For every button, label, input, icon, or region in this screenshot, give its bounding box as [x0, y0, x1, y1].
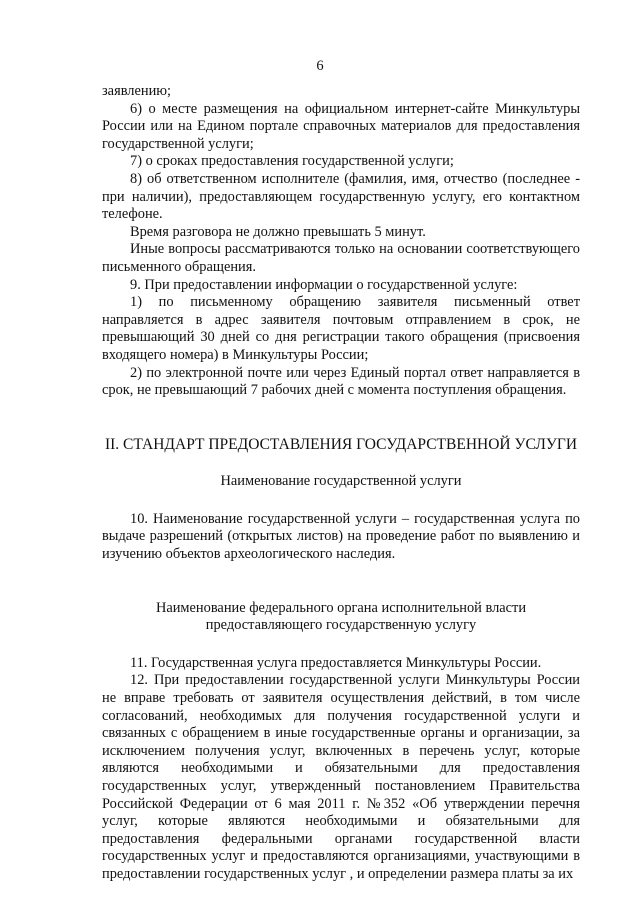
section-heading: II. СТАНДАРТ ПРЕДОСТАВЛЕНИЯ ГОСУДАРСТВЕННОЙ УСЛУГИ	[104, 435, 578, 453]
page-number: 6	[316, 58, 324, 74]
subheading-service-name: Наименование государственной услуги	[220, 473, 462, 490]
paragraph-call-duration: Время разговора не должно превышать 5 минут.	[130, 223, 426, 240]
paragraph-clause-11: 11. Государственная услуга предоставляется Минкультуры России.	[130, 654, 542, 671]
paragraph-item-8: 8) об ответственном исполнителе (фамилия, имя, отчество (последнее - при наличии), предоставляющем государственную услугу, его контактном телефоне.	[102, 170, 580, 223]
paragraph-clause-9-item-2: 2) по электронной почте или через Единый портал ответ направляется в срок, не превышающий 7 рабочих дней с момента поступления обращения.	[102, 364, 580, 399]
document-body	[102, 83, 580, 884]
paragraph-clause-10: 10. Наименование государственной услуги – государственная услуга по выдаче разрешений (открытых листов) на проведение работ по выявлению и изучению объектов археологического наследия.	[102, 510, 580, 563]
paragraph-continuation: заявлению;	[102, 83, 172, 99]
paragraph-item-6: 6) о месте размещения на официальном интернет-сайте Минкультуры России или на Едином портале справочных материалов для предоставления государственной услуги;	[102, 100, 580, 152]
paragraph-clause-12: 12. При предоставлении государственной услуги Минкультуры России не вправе требовать от заявителя осуществления действий, в том числе согласований, необходимых для получения государственной услуги и связанных с обращением в иные государственные органы и организации, за исключением получения услуг, включенных в перечень услуг, которые являются необходимыми и обязательными для предоставления государственных услуг, утвержденный постановлением Правительства Российской Федерации от 6 мая 2011 г. №352 «Об утверждении перечня услуг, которые являются необходимыми и обязательными для предоставления федеральными органами государственной власти государственных услуг и предоставляются организациями, участвующими в предоставлении государственных услуг , и определении размера платы за их	[102, 672, 580, 882]
subheading-authority-line2: предоставляющего государственную услугу	[205, 617, 477, 634]
paragraph-other-questions: Иные вопросы рассматриваются только на основании соответствующего письменного обращения.	[102, 241, 580, 275]
subheading-authority-line1: Наименование федерального органа исполнительной власти	[155, 599, 527, 616]
paragraph-item-7: 7) о сроках предоставления государственной услуги;	[130, 153, 454, 170]
paragraph-clause-9: 9. При предоставлении информации о государственной услуге:	[130, 276, 518, 293]
paragraph-clause-9-item-1: 1) по письменному обращению заявителя письменный ответ направляется в адрес заявителя почтовым отправлением в срок, не превышающий 30 дней со дня регистрации такого обращения (присвоения входящего номера) в Минкультуры России;	[102, 294, 580, 363]
